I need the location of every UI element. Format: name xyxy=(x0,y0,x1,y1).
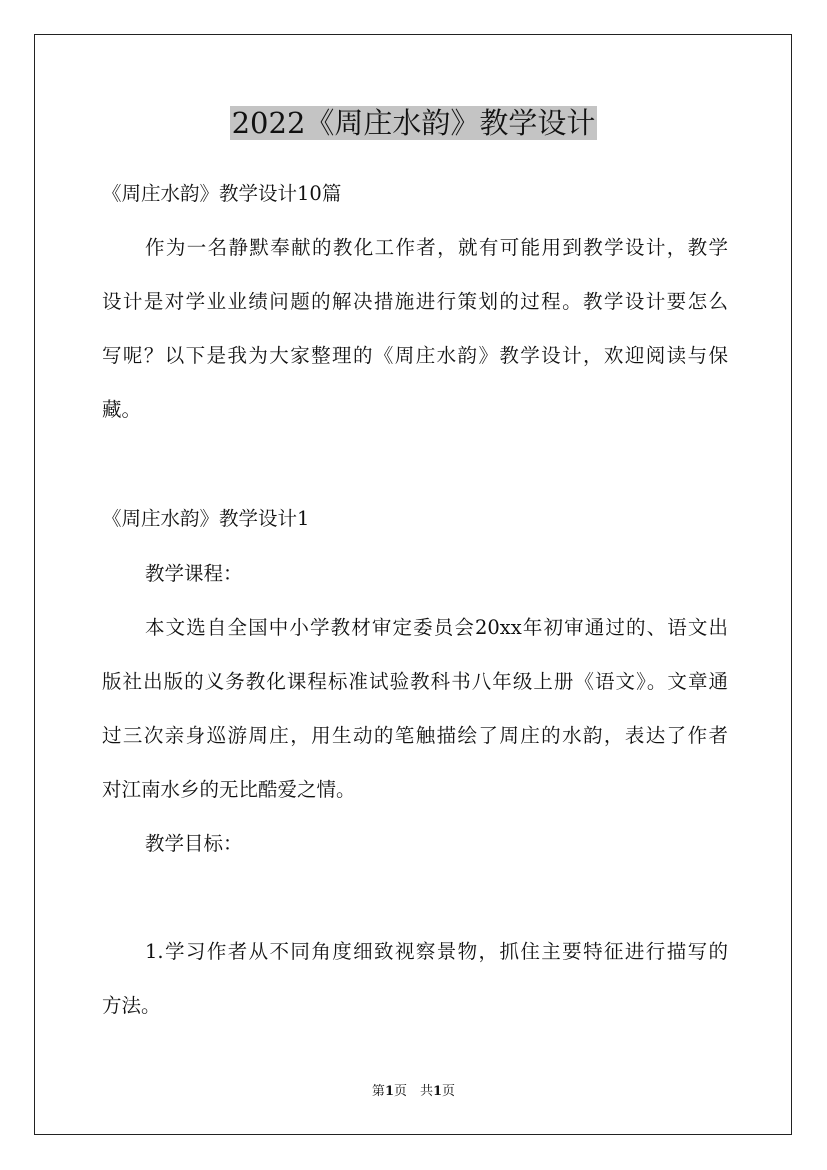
section-heading: 《周庄水韵》教学设计1 xyxy=(102,507,310,530)
footer-page-prefix: 第 xyxy=(371,1084,385,1099)
goal-label: 教学目标： xyxy=(145,832,243,855)
goal-line-2: 方法。 xyxy=(102,994,161,1017)
course-line-3: 过三次亲身巡游周庄，用生动的笔触描绘了周庄的水韵，表达了作者 xyxy=(102,724,728,747)
intro-line-4: 藏。 xyxy=(102,398,142,421)
footer-page-total: 1 xyxy=(433,1084,443,1099)
course-line-2: 版社出版的义务教化课程标准试验教科书八年级上册《语文》。文章通 xyxy=(102,670,728,693)
course-label: 教学课程： xyxy=(145,562,243,585)
footer-page-suffix: 页 xyxy=(442,1084,456,1099)
course-line-1: 本文选自全国中小学教材审定委员会20xx年初审通过的、语文出 xyxy=(145,616,728,639)
intro-line-1: 作为一名静默奉献的教化工作者，就有可能用到教学设计，教学 xyxy=(145,236,728,259)
intro-line-2: 设计是对学业业绩问题的解决措施进行策划的过程。教学设计要怎么 xyxy=(102,290,728,313)
page-footer xyxy=(0,1083,827,1101)
document-title-text: 2022《周庄水韵》教学设计 xyxy=(231,106,596,140)
footer-page-current: 1 xyxy=(384,1084,394,1099)
footer-page-mid: 页 共 xyxy=(393,1084,433,1099)
document-title xyxy=(0,103,827,143)
document-subtitle: 《周庄水韵》教学设计10篇 xyxy=(102,182,342,205)
intro-line-3: 写呢？以下是我为大家整理的《周庄水韵》教学设计，欢迎阅读与保 xyxy=(102,344,728,367)
course-line-4: 对江南水乡的无比酷爱之情。 xyxy=(102,778,356,801)
goal-line-1: 1.学习作者从不同角度细致视察景物，抓住主要特征进行描写的 xyxy=(145,940,728,963)
